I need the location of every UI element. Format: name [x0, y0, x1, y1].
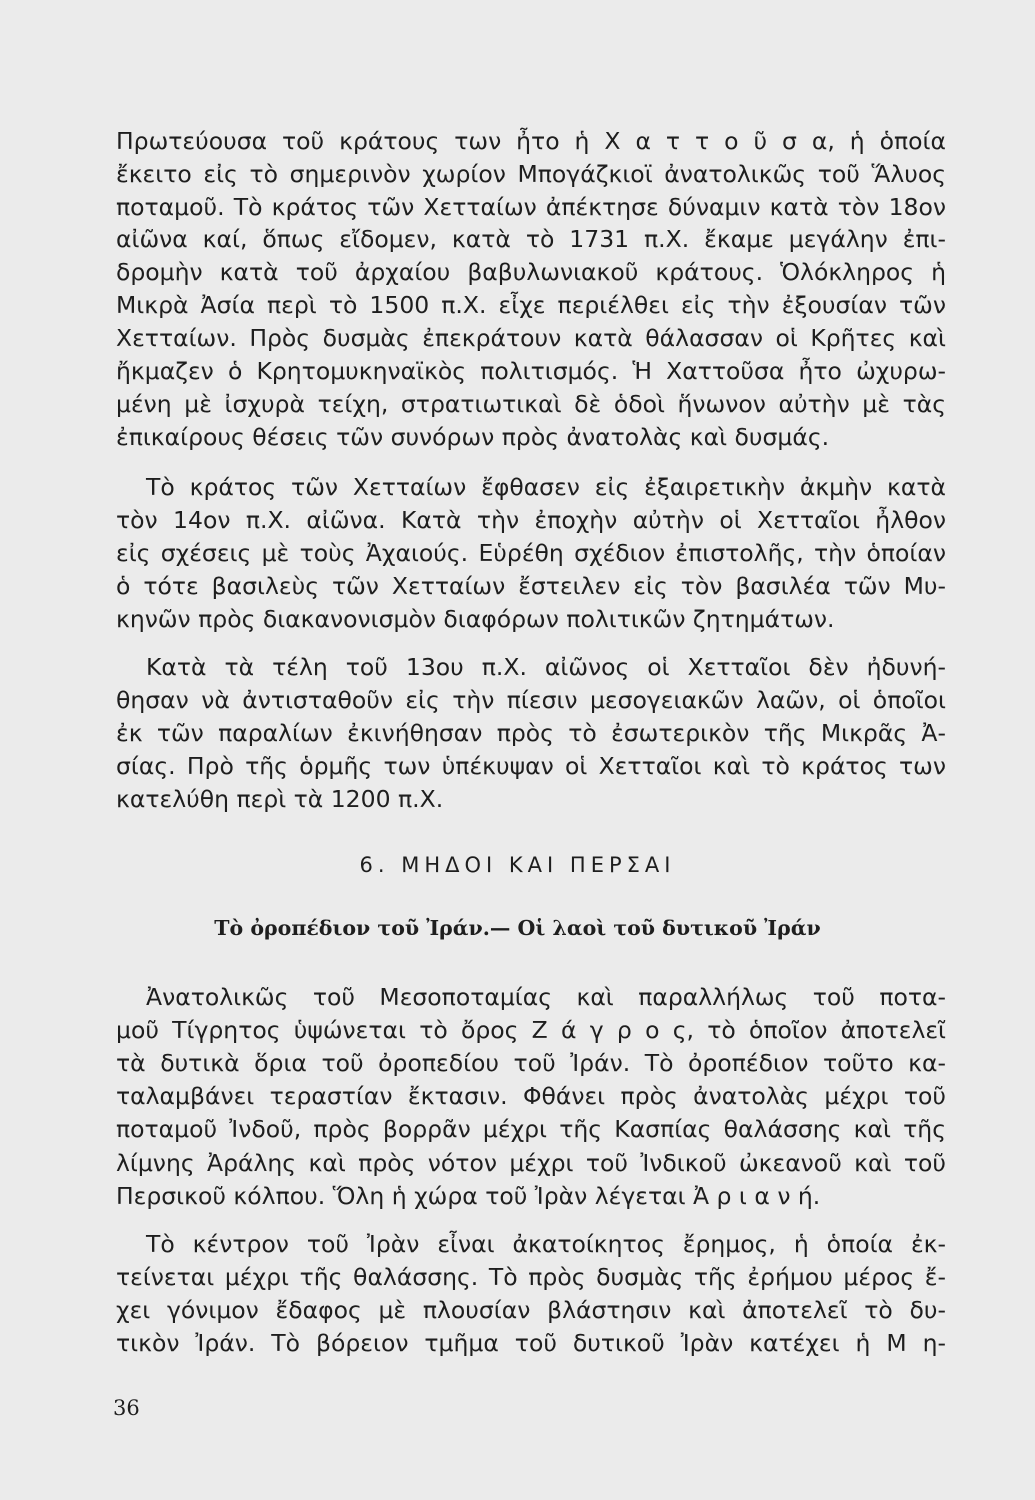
- text-line: λίμνης Ἀράλης καὶ πρὸς νότον μέχρι τοῦ Ἰνδικοῦ ὠκεανοῦ καὶ τοῦ: [116, 1149, 946, 1177]
- text-line: τικὸν Ἰράν. Τὸ βόρειον τμῆμα τοῦ δυτικοῦ Ἰρὰν κατέχει ἡ Μ η-: [116, 1329, 946, 1357]
- text-line: μοῦ Τίγρητος ὑψώνεται τὸ ὄρος Ζ ά γ ρ ο ς, τὸ ὁποῖον ἀποτελεῖ: [116, 1016, 946, 1044]
- text-line: ἤκμαζεν ὁ Κρητομυκηναϊκὸς πολιτισμός. Ἡ Χαττοῦσα ἦτο ὠχυρω-: [116, 357, 946, 385]
- section-subtitle: Τὸ ὀροπέδιον τοῦ Ἰράν.— Οἱ λαοὶ τοῦ δυτικοῦ Ἰράν: [214, 916, 821, 940]
- text-line: ἔκειτο εἰς τὸ σημερινὸν χωρίον Μπογάζκιοϊ ἀνατολικῶς τοῦ Ἅλυος: [116, 160, 946, 188]
- text-line: δρομὴν κατὰ τοῦ ἀρχαίου βαβυλωνιακοῦ κράτους. Ὁλόκληρος ἡ: [116, 258, 946, 286]
- text-line: Μικρὰ Ἀσία περὶ τὸ 1500 π.Χ. εἶχε περιέλθει εἰς τὴν ἐξουσίαν τῶν: [116, 291, 946, 319]
- text-line: Τὸ κράτος τῶν Χετταίων ἔφθασεν εἰς ἐξαιρετικὴν ἀκμὴν κατὰ: [146, 473, 946, 501]
- text-line: ὁ τότε βασιλεὺς τῶν Χετταίων ἔστειλεν εἰς τὸν βασιλέα τῶν Μυ-: [116, 572, 946, 600]
- text-line: χει γόνιμον ἔδαφος μὲ πλουσίαν βλάστησιν καὶ ἀποτελεῖ τὸ δυ-: [116, 1296, 946, 1324]
- text-line: αἰῶνα καί, ὅπως εἴδομεν, κατὰ τὸ 1731 π.Χ. ἔκαμε μεγάλην ἐπι-: [116, 225, 946, 253]
- text-line: τὸν 14ον π.Χ. αἰῶνα. Κατὰ τὴν ἐποχὴν αὐτὴν οἱ Χετταῖοι ἦλθον: [116, 506, 946, 534]
- text-line: σίας. Πρὸ τῆς ὁρμῆς των ὑπέκυψαν οἱ Χετταῖοι καὶ τὸ κράτος των: [116, 752, 946, 780]
- text-line: Ἀνατολικῶς τοῦ Μεσοποταμίας καὶ παραλλήλως τοῦ ποτα-: [146, 983, 946, 1011]
- text-line: μένη μὲ ἰσχυρὰ τείχη, στρατιωτικαὶ δὲ ὁδοὶ ἥνωνον αὐτὴν μὲ τὰς: [116, 390, 946, 418]
- text-line: ταλαμβάνει τεραστίαν ἔκτασιν. Φθάνει πρὸς ἀνατολὰς μέχρι τοῦ: [116, 1082, 946, 1110]
- text-line: εἰς σχέσεις μὲ τοὺς Ἀχαιούς. Εὑρέθη σχέδιον ἐπιστολῆς, τὴν ὁποίαν: [116, 539, 946, 567]
- page-number: 36: [113, 1396, 140, 1420]
- text-line: ποταμοῦ Ἰνδοῦ, πρὸς βορρᾶν μέχρι τῆς Κασπίας θαλάσσης καὶ τῆς: [116, 1115, 946, 1143]
- text-line: ποταμοῦ. Τὸ κράτος τῶν Χετταίων ἀπέκτησε δύναμιν κατὰ τὸν 18ον: [116, 193, 946, 221]
- text-line: ἐκ τῶν παραλίων ἐκινήθησαν πρὸς τὸ ἐσωτερικὸν τῆς Μικρᾶς Ἀ-: [116, 719, 946, 747]
- text-line: Περσικοῦ κόλπου. Ὅλη ἡ χώρα τοῦ Ἰρὰν λέγεται Ἀ ρ ι α ν ή.: [116, 1182, 821, 1210]
- text-line: κηνῶν πρὸς διακανονισμὸν διαφόρων πολιτικῶν ζητημάτων.: [116, 605, 835, 633]
- text-line: Τὸ κέντρον τοῦ Ἰρὰν εἶναι ἀκατοίκητος ἔρημος, ἡ ὁποία ἐκ-: [146, 1230, 946, 1258]
- text-line: τείνεται μέχρι τῆς θαλάσσης. Τὸ πρὸς δυσμὰς τῆς ἐρήμου μέρος ἔ-: [116, 1263, 946, 1291]
- text-line: Χετταίων. Πρὸς δυσμὰς ἐπεκράτουν κατὰ θάλασσαν οἱ Κρῆτες καὶ: [116, 324, 946, 352]
- text-line: Κατὰ τὰ τέλη τοῦ 13ου π.Χ. αἰῶνος οἱ Χετταῖοι δὲν ἠδυνή-: [146, 653, 946, 681]
- text-line: τὰ δυτικὰ ὅρια τοῦ ὀροπεδίου τοῦ Ἰράν. Τὸ ὀροπέδιον τοῦτο κα-: [116, 1049, 946, 1077]
- text-line: ἐπικαίρους θέσεις τῶν συνόρων πρὸς ἀνατολὰς καὶ δυσμάς.: [116, 423, 830, 451]
- section-heading: 6. ΜΗΔΟΙ ΚΑΙ ΠΕΡΣΑΙ: [359, 853, 676, 877]
- text-line: θησαν νὰ ἀντισταθοῦν εἰς τὴν πίεσιν μεσογειακῶν λαῶν, οἱ ὁποῖοι: [116, 686, 946, 714]
- text-line: κατελύθη περὶ τὰ 1200 π.Χ.: [116, 785, 444, 813]
- text-line: Πρωτεύουσα τοῦ κράτους των ἦτο ἡ Χ α τ τ ο ῦ σ α, ἡ ὁποία: [116, 127, 946, 155]
